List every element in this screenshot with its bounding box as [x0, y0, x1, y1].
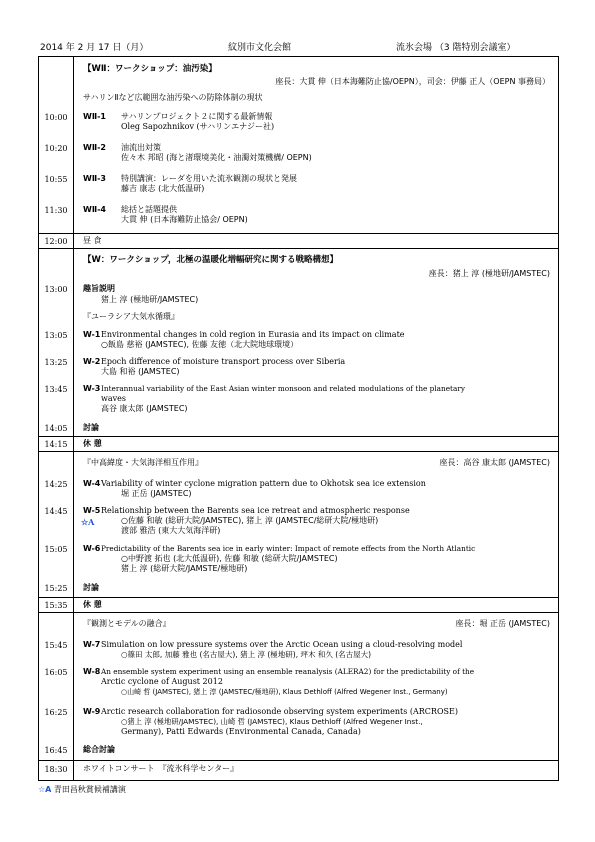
talk-code: WⅡ-4 — [83, 205, 106, 214]
header-hall: 流氷会場 （3 階特別会議室） — [396, 43, 516, 53]
row-divider — [39, 451, 558, 452]
time-label: 13:45 — [44, 385, 68, 394]
talk-code: W-4 — [83, 479, 101, 488]
footnote-text: 青田昌秋賞候補講演 — [53, 785, 126, 794]
row-divider — [39, 436, 558, 437]
talk-author: 高谷 康太郎 (JAMSTEC) — [101, 404, 188, 413]
subsession-title-1: 『ユーラシア大気水循環』 — [83, 312, 179, 321]
row-divider — [39, 248, 558, 249]
section-title-w: 【W：ワークショップ，北極の温暖化増幅研究に関する戦略構想】 — [83, 255, 339, 265]
subsession-chair-2: 座長：高谷 康太郎 (JAMSTEC) — [439, 458, 550, 467]
talk-author-cont: Germany), Patti Edwards (Environmental Canada, Canada) — [121, 727, 361, 736]
subsession-chair-3: 座長：堀 正岳 (JAMSTEC) — [455, 619, 550, 628]
talk-title: Interannual variability of the East Asian winter monsoon and related modulations of the planetary — [101, 384, 465, 393]
subsession-title-2: 『中高緯度・大気海洋相互作用』 — [83, 458, 203, 467]
talk-code: W-9 — [83, 707, 101, 716]
time-label: 15:35 — [44, 601, 68, 610]
time-label: 14:25 — [44, 480, 68, 489]
talk-author: 大島 和裕 (JAMSTEC) — [101, 367, 180, 376]
talk-author: ○飯島 慈裕 (JAMSTEC), 佐藤 友徳（北大院地球環境） — [101, 340, 299, 349]
talk-code: W-3 — [83, 384, 101, 393]
row-divider — [39, 760, 558, 761]
time-label: 13:05 — [44, 331, 68, 340]
time-label: 10:55 — [44, 175, 68, 184]
time-label: 14:05 — [44, 424, 68, 433]
row-divider — [39, 597, 558, 598]
time-label: 10:00 — [44, 113, 68, 122]
section-chair-w: 座長：猪上 淳 (極地研/JAMSTEC) — [428, 269, 550, 278]
talk-title: Environmental changes in cold region in Eurasia and its impact on climate — [101, 330, 405, 339]
talk-author: ○篠田 太郎, 加藤 雅也 (名古屋大), 猪上 淳 (極地研), 坪木 和久 (名古屋大) — [121, 650, 372, 659]
talk-code: W-6 — [83, 544, 101, 553]
time-label: 13:25 — [44, 358, 68, 367]
talk-author-cont: 渡部 雅浩 (東大大気海洋研) — [121, 526, 221, 535]
time-label: 14:15 — [44, 440, 68, 449]
talk-code: W-8 — [83, 667, 101, 676]
talk-title-cont: Arctic cyclone of August 2012 — [101, 677, 223, 686]
award-candidate-mark: ☆A — [81, 517, 95, 527]
talk-title: 油流出対策 — [121, 143, 161, 152]
talk-author-cont: 猪上 淳 (総研大院/JAMSTE/極地研) — [121, 564, 248, 573]
talk-title: 総括と話題提供 — [121, 205, 177, 214]
talk-author: ○中野渡 拓也 (北大低温研), 佐藤 和敏 (総研大院/JAMSTEC) — [121, 554, 338, 563]
time-label: 14:45 — [44, 507, 68, 516]
talk-title-cont: waves — [101, 394, 126, 403]
talk-author: 大貫 伸 (日本海難防止協会/ OEPN) — [121, 215, 248, 224]
time-label: 13:00 — [44, 285, 68, 294]
talk-title: Epoch difference of moisture transport process over Siberia — [101, 357, 346, 366]
section-title-w2: 【WⅡ：ワークショップ：油汚染】 — [83, 64, 217, 74]
talk-code: W-1 — [83, 330, 101, 339]
talk-code: WⅡ-2 — [83, 143, 106, 152]
time-label: 11:30 — [44, 206, 68, 215]
talk-author: ○猪上 淳 (極地研/JAMSTEC), 山崎 哲 (JAMSTEC), Klaus Dethloff (Alfred Wegener Inst., — [121, 717, 423, 726]
talk-author: Oleg Sapozhnikov (サハリンエナジー社) — [121, 122, 275, 131]
talk-title: Relationship between the Barents sea ice retreat and atmospheric response — [101, 506, 410, 515]
talk-author: 堀 正岳 (JAMSTEC) — [121, 489, 192, 498]
discussion-label: 討論 — [83, 423, 99, 432]
talk-code: WⅡ-3 — [83, 174, 106, 183]
time-label: 18:30 — [44, 765, 68, 774]
time-label: 15:45 — [44, 641, 68, 650]
talk-code: W-2 — [83, 357, 101, 366]
intro-author: 猪上 淳 (極地研/JAMSTEC) — [101, 295, 199, 304]
subsession-title-3: 『観測とモデルの融合』 — [83, 619, 171, 628]
break-label: 休 憩 — [83, 600, 102, 609]
talk-code: W-5 — [83, 506, 101, 515]
section-chairs-w2: 座長：大貫 伸（日本海難防止協/OEPN），司会：伊藤 正人（OEPN 事務局） — [275, 77, 550, 86]
talk-author: ○山崎 哲 (JAMSTEC), 猪上 淳 (JAMSTEC/極地研), Klaus Dethloff (Alfred Wegener Inst., Germany) — [121, 688, 448, 696]
lunch-label: 昼 食 — [83, 236, 102, 245]
talk-code: WⅡ-1 — [83, 112, 106, 121]
talk-author: 藤吉 康志 (北大低温研) — [121, 184, 205, 193]
concert-label: ホワイトコンサート 『流氷科学センター』 — [83, 764, 239, 773]
time-column-divider — [73, 57, 74, 780]
time-label: 16:45 — [44, 746, 68, 755]
section-subtitle-w2: サハリンⅡなど広範囲な油汚染への防除体制の現状 — [83, 93, 263, 102]
intro-label: 趣旨説明 — [83, 284, 115, 293]
footnote — [38, 784, 126, 795]
general-discussion-label: 総合討論 — [83, 745, 115, 754]
header-venue: 紋別市文化会館 — [228, 43, 292, 53]
talk-author: ○佐藤 和敏 (総研大院/JAMSTEC), 猪上 淳 (JAMSTEC/総研大院/極地研) — [121, 516, 379, 525]
header-date: 2014 年 2 月 17 日（月） — [40, 43, 149, 53]
time-label: 10:20 — [44, 144, 68, 153]
talk-title: Predictability of the Barents sea ice in early winter: Impact of remote effects from the North Atlantic — [101, 544, 476, 553]
discussion-label: 討論 — [83, 583, 99, 592]
time-label: 16:05 — [44, 668, 68, 677]
row-divider — [39, 612, 558, 613]
talk-title: 特別講演：レーダを用いた流氷観測の現状と発展 — [121, 174, 297, 183]
time-label: 15:05 — [44, 545, 68, 554]
footnote-mark: ☆A — [38, 785, 52, 794]
row-divider — [39, 233, 558, 234]
schedule-table — [38, 56, 559, 781]
time-label: 12:00 — [44, 237, 68, 246]
talk-title: Simulation on low pressure systems over the Arctic Ocean using a cloud-resolving model — [101, 640, 463, 649]
time-label: 15:25 — [44, 584, 68, 593]
talk-title: Variability of winter cyclone migration pattern due to Okhotsk sea ice extension — [101, 479, 426, 488]
talk-code: W-7 — [83, 640, 101, 649]
talk-title: Arctic research collaboration for radiosonde observing system experiments (ARCROSE) — [101, 707, 458, 716]
time-label: 16:25 — [44, 708, 68, 717]
break-label: 休 憩 — [83, 439, 102, 448]
talk-author: 佐々木 邦昭 (海と渚環境美化・油濁対策機構/ OEPN) — [121, 153, 312, 162]
talk-title: An ensemble system experiment using an ensemble reanalysis (ALERA2) for the predictability of the — [101, 667, 475, 676]
talk-title: サハリンプロジェクト２に関する最新情報 — [121, 112, 273, 121]
